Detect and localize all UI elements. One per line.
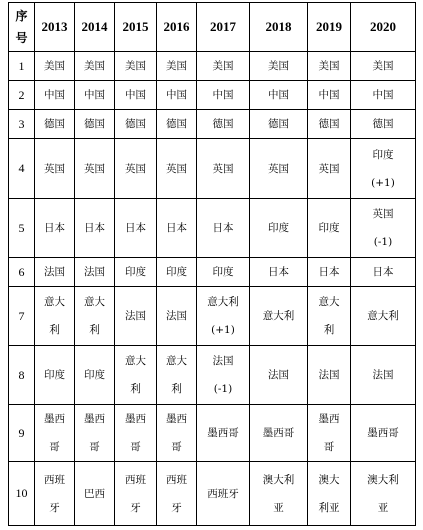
country-text: 意大 [44, 296, 65, 308]
rank-number: 4 [9, 139, 35, 199]
country-cell [115, 52, 157, 81]
year-header: 2015 [115, 3, 157, 52]
country-text: 美国 [268, 60, 289, 72]
country-text: 德国 [372, 118, 394, 130]
country-text: 中国 [212, 89, 234, 101]
year-header: 2017 [197, 3, 250, 52]
country-cell [250, 258, 308, 287]
country-cell [308, 462, 351, 526]
country-text: 墨西 [166, 413, 187, 425]
index-header-line2: 号 [15, 31, 28, 45]
country-text: 德国 [268, 118, 289, 130]
country-text: 墨西 [44, 413, 65, 425]
country-text: 哥 [89, 441, 100, 453]
country-text: 亚 [273, 501, 284, 514]
country-text: 美国 [212, 60, 234, 72]
country-cell [35, 199, 75, 258]
country-text: 德国 [125, 118, 146, 130]
year-header: 2014 [75, 3, 115, 52]
country-text: 德国 [318, 118, 340, 130]
country-text: 西班 [44, 473, 65, 486]
country-text: 墨西 [125, 413, 146, 425]
country-cell [250, 346, 308, 405]
country-text: 西班牙 [207, 487, 239, 500]
country-cell [157, 81, 197, 110]
country-text: 英国 [318, 162, 340, 175]
country-text: 利 [89, 324, 100, 336]
country-text: 美国 [318, 60, 340, 72]
index-header [9, 3, 35, 52]
country-text: 印度 [166, 266, 187, 278]
country-cell [250, 287, 308, 346]
country-text: 美国 [166, 60, 187, 72]
country-text: 德国 [212, 118, 234, 130]
country-text: 美国 [372, 60, 394, 72]
country-cell [351, 52, 416, 81]
country-cell [250, 81, 308, 110]
country-text: 中国 [84, 89, 105, 101]
table-row [9, 462, 416, 526]
country-text: 利亚 [318, 501, 340, 514]
country-text: 中国 [268, 89, 289, 101]
country-text: 日本 [166, 222, 187, 234]
country-cell [115, 258, 157, 287]
country-cell [308, 110, 351, 139]
country-cell [115, 287, 157, 346]
country-cell [308, 139, 351, 199]
table-row [9, 258, 416, 287]
country-cell [197, 462, 250, 526]
country-text: 日本 [125, 222, 146, 234]
country-text: 哥 [130, 441, 141, 453]
country-text: 利 [49, 324, 60, 336]
country-text: 中国 [372, 89, 394, 101]
country-cell [197, 346, 250, 405]
country-text: 印度 [318, 222, 340, 234]
country-text: 哥 [171, 441, 182, 453]
country-cell [308, 258, 351, 287]
country-text: 美国 [44, 60, 65, 72]
country-cell [75, 52, 115, 81]
country-text: 牙 [130, 501, 141, 514]
country-text: 法国 [44, 266, 65, 278]
country-text: 意大 [125, 355, 146, 367]
country-cell [157, 258, 197, 287]
country-text: 日本 [318, 266, 340, 278]
table-row [9, 110, 416, 139]
country-cell [351, 81, 416, 110]
country-text: 美国 [125, 60, 146, 72]
country-text: 中国 [318, 89, 340, 101]
country-cell [197, 139, 250, 199]
rank-number: 6 [9, 258, 35, 287]
country-text: 德国 [166, 118, 187, 130]
country-text: 澳大利 [262, 473, 295, 486]
country-cell [75, 405, 115, 462]
country-text: 中国 [125, 89, 146, 101]
country-cell [115, 139, 157, 199]
rank-number: 2 [9, 81, 35, 110]
country-cell [115, 199, 157, 258]
country-text: 英国 [166, 162, 187, 175]
country-text: 墨西 [84, 413, 105, 425]
country-cell [35, 139, 75, 199]
table-row [9, 139, 416, 199]
country-cell [250, 139, 308, 199]
country-cell [197, 110, 250, 139]
rank-number: 10 [9, 462, 35, 526]
country-cell [197, 405, 250, 462]
country-text: 西班 [125, 473, 146, 486]
country-cell [35, 462, 75, 526]
country-text: 意大利 [207, 296, 239, 308]
table-row [9, 199, 416, 258]
country-cell [308, 199, 351, 258]
country-cell [308, 52, 351, 81]
country-text: 利 [130, 383, 141, 395]
country-cell [308, 346, 351, 405]
country-cell [157, 110, 197, 139]
country-text: 日本 [372, 266, 394, 278]
country-cell [75, 110, 115, 139]
country-text: 哥 [323, 441, 335, 453]
country-text: (+1) [211, 324, 235, 336]
country-text: 巴西 [84, 487, 105, 500]
country-cell [35, 258, 75, 287]
country-text: 意大 [166, 355, 187, 367]
country-cell [115, 110, 157, 139]
country-text: 日本 [268, 266, 289, 278]
country-cell [115, 81, 157, 110]
country-cell [157, 287, 197, 346]
country-text: (-1) [213, 383, 233, 395]
country-text: 法国 [268, 369, 289, 381]
country-cell [197, 287, 250, 346]
country-text: (-1) [373, 236, 393, 248]
rank-number: 5 [9, 199, 35, 258]
country-text: 意大利 [262, 310, 295, 322]
country-cell [115, 405, 157, 462]
index-header-line1: 序 [15, 9, 28, 23]
country-text: 中国 [166, 89, 187, 101]
table-row [9, 81, 416, 110]
country-cell [197, 81, 250, 110]
table-body [9, 52, 416, 526]
country-cell [308, 405, 351, 462]
country-text: 日本 [212, 222, 234, 234]
year-header: 2018 [250, 3, 308, 52]
country-text: 利 [323, 324, 335, 336]
country-cell [308, 81, 351, 110]
country-cell [75, 199, 115, 258]
country-cell [75, 346, 115, 405]
rank-number: 8 [9, 346, 35, 405]
country-text: 牙 [171, 501, 182, 514]
year-header: 2013 [35, 3, 75, 52]
country-cell [351, 258, 416, 287]
country-cell [351, 139, 416, 199]
country-text: 英国 [372, 208, 394, 220]
country-text: 印度 [125, 266, 146, 278]
country-text: 印度 [84, 369, 105, 381]
country-text: 英国 [212, 162, 234, 175]
country-cell [115, 462, 157, 526]
country-cell [35, 346, 75, 405]
country-text: 印度 [44, 369, 65, 381]
header-row [9, 3, 416, 52]
country-text: 意大 [318, 296, 340, 308]
country-text: 意大利 [367, 310, 399, 322]
country-cell [35, 110, 75, 139]
country-cell [250, 52, 308, 81]
country-cell [115, 346, 157, 405]
table-row [9, 346, 416, 405]
country-cell [197, 199, 250, 258]
country-text: 德国 [44, 118, 65, 130]
country-text: 法国 [372, 369, 394, 381]
table-row [9, 287, 416, 346]
country-text: 法国 [318, 369, 340, 381]
country-cell [351, 110, 416, 139]
country-text: 法国 [212, 355, 234, 367]
country-text: (+1) [371, 176, 395, 189]
country-cell [351, 287, 416, 346]
country-text: 日本 [44, 222, 65, 234]
country-cell [351, 462, 416, 526]
country-cell [75, 139, 115, 199]
country-cell [75, 81, 115, 110]
country-text: 澳大利 [367, 473, 399, 486]
country-text: 印度 [212, 266, 234, 278]
country-text: 日本 [84, 222, 105, 234]
country-text: 墨西哥 [367, 427, 399, 439]
country-text: 法国 [166, 310, 187, 322]
country-text: 意大 [84, 296, 105, 308]
country-cell [35, 405, 75, 462]
rank-number: 9 [9, 405, 35, 462]
country-text: 英国 [84, 162, 105, 175]
country-text: 英国 [268, 162, 289, 175]
country-text: 墨西哥 [262, 427, 295, 439]
country-text: 墨西哥 [207, 427, 239, 439]
country-text: 中国 [44, 89, 65, 101]
country-cell [351, 346, 416, 405]
table-row [9, 405, 416, 462]
country-cell [157, 139, 197, 199]
country-cell [157, 346, 197, 405]
country-text: 利 [171, 383, 182, 395]
country-text: 印度 [372, 148, 394, 161]
country-text: 亚 [377, 501, 389, 514]
rank-number: 1 [9, 52, 35, 81]
country-text: 英国 [44, 162, 65, 175]
country-cell [351, 405, 416, 462]
year-header: 2020 [351, 3, 416, 52]
country-cell [35, 52, 75, 81]
year-header: 2019 [308, 3, 351, 52]
country-text: 法国 [84, 266, 105, 278]
country-cell [351, 199, 416, 258]
country-cell [157, 405, 197, 462]
rank-number: 3 [9, 110, 35, 139]
country-text: 牙 [49, 501, 60, 514]
country-cell [75, 258, 115, 287]
country-text: 西班 [166, 473, 187, 486]
country-text: 英国 [125, 162, 146, 175]
country-cell [250, 405, 308, 462]
country-cell [75, 287, 115, 346]
country-text: 澳大 [318, 473, 340, 486]
country-cell [197, 52, 250, 81]
country-cell [75, 462, 115, 526]
country-cell [250, 462, 308, 526]
rank-number: 7 [9, 287, 35, 346]
country-cell [157, 199, 197, 258]
country-text: 德国 [84, 118, 105, 130]
country-cell [308, 287, 351, 346]
country-text: 美国 [84, 60, 105, 72]
country-text: 印度 [268, 222, 289, 234]
country-cell [157, 52, 197, 81]
country-cell [35, 287, 75, 346]
year-header: 2016 [157, 3, 197, 52]
country-cell [197, 258, 250, 287]
country-text: 哥 [49, 441, 60, 453]
country-cell [250, 110, 308, 139]
country-text: 法国 [125, 310, 146, 322]
country-text: 墨西 [318, 413, 340, 425]
table-row [9, 52, 416, 81]
country-cell [250, 199, 308, 258]
ranking-table [8, 2, 416, 526]
country-cell [157, 462, 197, 526]
country-cell [35, 81, 75, 110]
